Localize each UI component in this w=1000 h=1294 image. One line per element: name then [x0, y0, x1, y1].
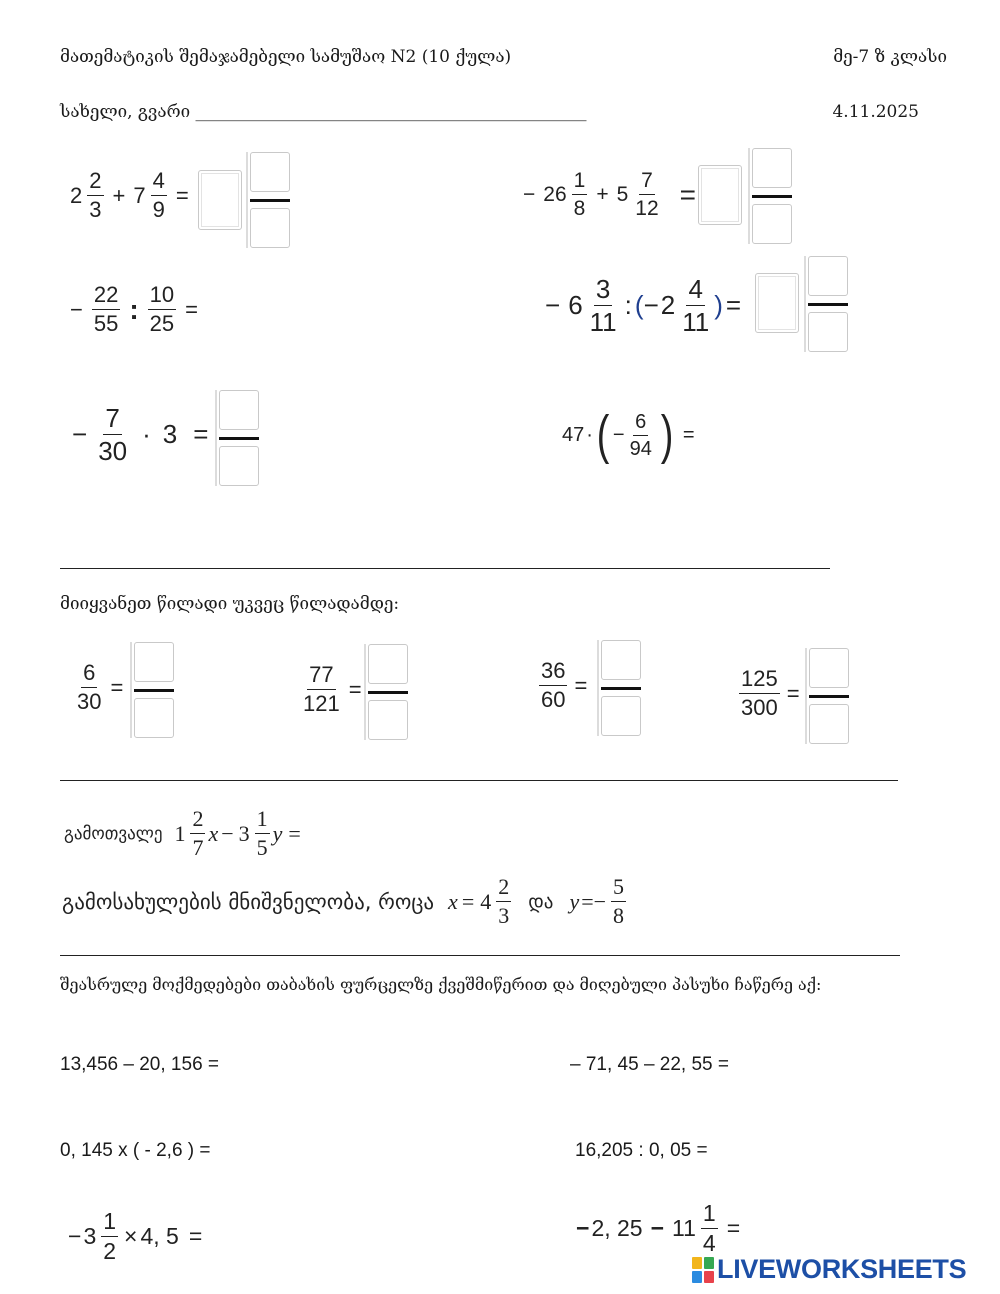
- answer-numerator-4[interactable]: [808, 256, 848, 296]
- reduce-item-3: $\frac{36}{60}$ =: [541, 658, 588, 712]
- answer-denominator-4[interactable]: [808, 312, 848, 352]
- evaluate-condition: გამოსახულების მნიშვნელობა, როცა x = 4 $\frac{2}{3}$ და y =− $\frac{5}{8}$: [62, 874, 625, 928]
- reduce-numerator-2[interactable]: [368, 644, 408, 684]
- answer-numerator-1[interactable]: [250, 152, 290, 192]
- decimal-problem-5: − 3 $\frac{1}{2}$ × 4, 5 =: [68, 1208, 203, 1264]
- reduce-answer-box-1[interactable]: [134, 642, 174, 738]
- decimal-problem-2: – 71, 45 – 22, 55 =: [570, 1054, 729, 1075]
- reduce-item-4: $\frac{125}{300}$ =: [741, 666, 800, 720]
- answer-numerator-5[interactable]: [219, 390, 259, 430]
- reduce-denominator-1[interactable]: [134, 698, 174, 738]
- name-field-label: სახელი, გვარი ______________________________________________: [60, 102, 587, 122]
- reduce-numerator-1[interactable]: [134, 642, 174, 682]
- reduce-numerator-3[interactable]: [601, 640, 641, 680]
- liveworksheets-logo[interactable]: [692, 1254, 966, 1285]
- reduce-denominator-3[interactable]: [601, 696, 641, 736]
- logo-text: LIVEWORKSHEETS: [717, 1254, 967, 1284]
- decimal-problem-3: 0, 145 x ( - 2,6 ) =: [60, 1140, 211, 1161]
- grade-label: მე-7 ზ კლასი: [833, 47, 947, 67]
- expression-1: 2 $\frac{2}{3}$ + 7 $\frac{4}{9}$ =: [70, 168, 189, 222]
- worksheet-title: მათემატიკის შემაჯამებელი სამუშაო N2 (10 ქულა): [60, 47, 512, 67]
- answer-fraction-box-1[interactable]: [250, 152, 290, 248]
- answer-whole-box-4[interactable]: [755, 273, 799, 333]
- reduce-answer-box-4[interactable]: [809, 648, 849, 744]
- reduce-answer-box-3[interactable]: [601, 640, 641, 736]
- decimals-instructions: შეასრულე მოქმედებები თაბახის ფურცელზე ქვეშმიწერით და მიღებული პასუხი ჩაწერე აქ:: [60, 975, 822, 994]
- divider-2: [60, 780, 898, 781]
- divider-3: [60, 955, 900, 956]
- expression-5: − $\frac{7}{30}$ · 3 =: [72, 403, 209, 466]
- expression-6: 47 · ( − $\frac{6}{94}$ ) =: [562, 405, 695, 465]
- reduce-numerator-4[interactable]: [809, 648, 849, 688]
- answer-whole-box-1[interactable]: [198, 170, 242, 230]
- reduce-denominator-4[interactable]: [809, 704, 849, 744]
- answer-numerator-2[interactable]: [752, 148, 792, 188]
- reduce-answer-box-2[interactable]: [368, 644, 408, 740]
- answer-fraction-box-4[interactable]: [808, 256, 848, 352]
- answer-denominator-1[interactable]: [250, 208, 290, 248]
- reduce-denominator-2[interactable]: [368, 700, 408, 740]
- answer-denominator-5[interactable]: [219, 446, 259, 486]
- reduce-instructions: მიიყვანეთ წილადი უკვეც წილადამდე:: [60, 594, 400, 614]
- divider-1: [60, 568, 830, 569]
- decimal-problem-4: 16,205 : 0, 05 =: [575, 1140, 708, 1161]
- answer-whole-box-2[interactable]: [698, 165, 742, 225]
- expression-4: − 6 $\frac{3}{11}$ : ( − 2 $\frac{4}{11}$ ) =: [545, 274, 742, 337]
- date-label: 4.11.2025: [832, 102, 919, 122]
- evaluate-expression: გამოთვალე 1 $\frac{2}{7}$ x − 3 $\frac{1}{5}$ y =: [64, 806, 301, 860]
- reduce-item-1: $\frac{6}{30}$ =: [77, 660, 124, 714]
- expression-2: − 26 $\frac{1}{8}$ + 5 $\frac{7}{12}$ =: [523, 169, 696, 220]
- answer-fraction-box-2[interactable]: [752, 148, 792, 244]
- answer-fraction-box-5[interactable]: [219, 390, 259, 486]
- answer-denominator-2[interactable]: [752, 204, 792, 244]
- expression-3: − $\frac{22}{55}$ : $\frac{10}{25}$ =: [70, 282, 199, 336]
- logo-blocks-icon: [692, 1257, 714, 1283]
- decimal-problem-6: − 2, 25 − 11 $\frac{1}{4}$ =: [576, 1200, 741, 1256]
- reduce-item-2: $\frac{77}{121}$ =: [303, 662, 362, 716]
- decimal-problem-1: 13,456 – 20, 156 =: [60, 1054, 220, 1075]
